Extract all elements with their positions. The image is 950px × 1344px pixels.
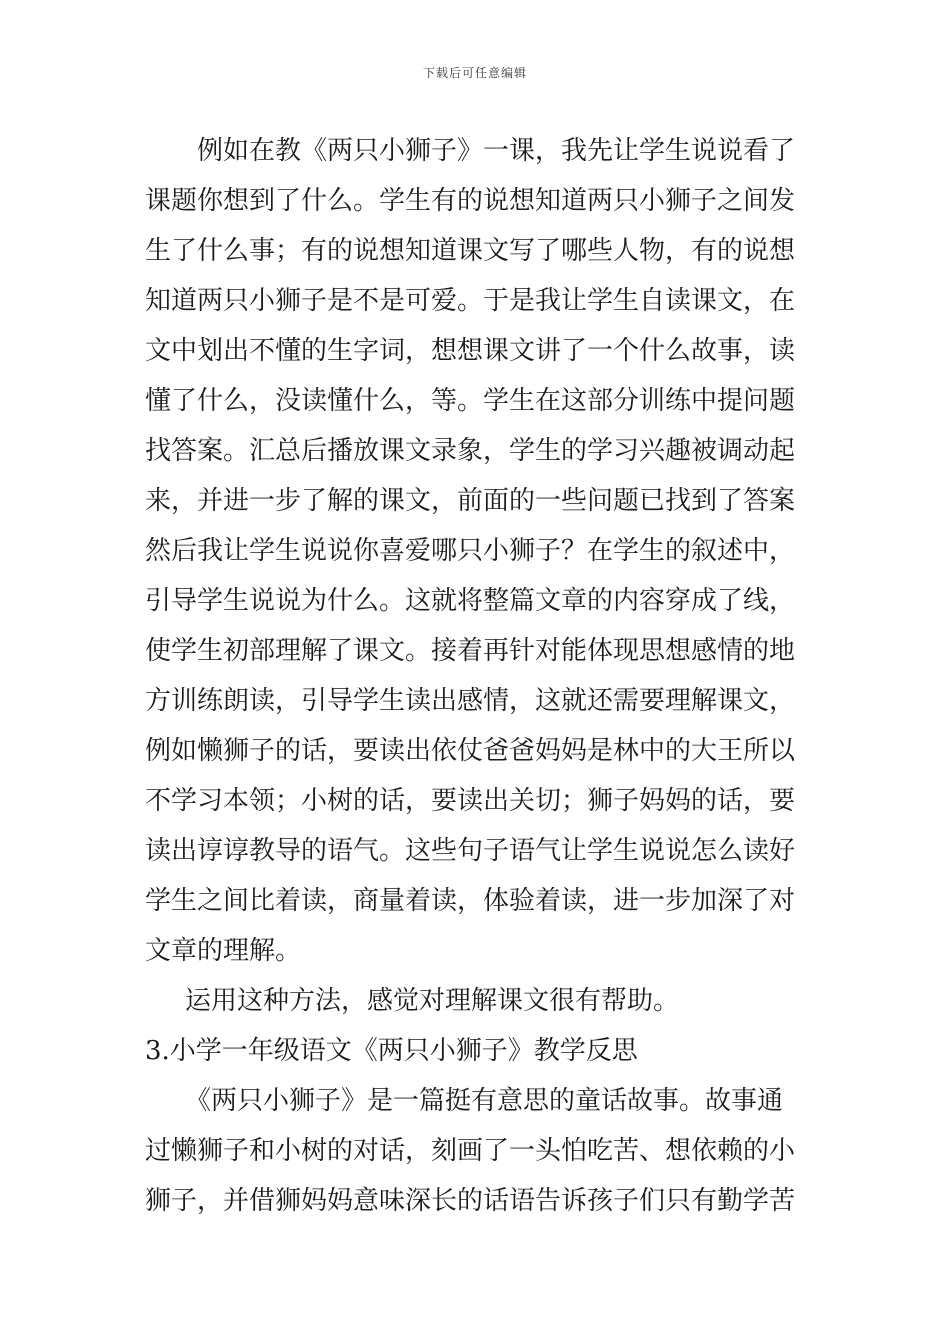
paragraph-line: 运用这种方法，感觉对理解课文很有帮助。 <box>185 986 680 1016</box>
paragraph-line: 然后我让学生说说你喜爱哪只小狮子？在学生的叙述中， <box>145 536 796 566</box>
paragraph-line: 文章的理解。 <box>145 936 302 966</box>
paragraph-line: 方训练朗读，引导学生读出感情，这就还需要理解课文， <box>145 686 796 716</box>
section-heading: 3.小学一年级语文《两只小狮子》教学反思 <box>145 1036 638 1066</box>
paragraph-line: 不学习本领；小树的话，要读出关切；狮子妈妈的话，要 <box>145 786 796 816</box>
paragraph-line: 狮子，并借狮妈妈意味深长的话语告诉孩子们只有勤学苦 <box>145 1186 796 1216</box>
page-header-note: 下载后可任意编辑 <box>422 66 527 80</box>
paragraph-line: 引导学生说说为什么。这就将整篇文章的内容穿成了线， <box>145 586 796 616</box>
paragraph-line: 《两只小狮子》是一篇挺有意思的童话故事。故事通 <box>185 1086 784 1116</box>
paragraph-line: 生了什么事；有的说想知道课文写了哪些人物，有的说想 <box>145 236 796 266</box>
paragraph-line: 来，并进一步了解的课文，前面的一些问题已找到了答案 <box>145 486 796 516</box>
paragraph-line: 过懒狮子和小树的对话，刻画了一头怕吃苦、想依赖的小 <box>145 1136 796 1166</box>
paragraph-line: 例如在教《两只小狮子》一课，我先让学生说说看了 <box>197 136 796 166</box>
paragraph-line: 读出谆谆教导的语气。这些句子语气让学生说说怎么读好 <box>145 836 796 866</box>
paragraph-line: 懂了什么，没读懂什么，等。学生在这部分训练中提问题 <box>145 386 796 416</box>
paragraph-line: 学生之间比着读，商量着读，体验着读，进一步加深了对 <box>145 886 796 916</box>
body-text <box>145 126 810 1226</box>
paragraph-line: 例如懒狮子的话，要读出依仗爸爸妈妈是林中的大王所以 <box>145 736 796 766</box>
paragraph-line: 使学生初部理解了课文。接着再针对能体现思想感情的地 <box>145 636 796 666</box>
paragraph-line: 知道两只小狮子是不是可爱。于是我让学生自读课文，在 <box>145 286 796 316</box>
paragraph-line: 文中划出不懂的生字词，想想课文讲了一个什么故事，读 <box>145 336 796 366</box>
paragraph-line: 找答案。汇总后播放课文录象，学生的学习兴趣被调动起 <box>145 436 796 466</box>
paragraph-line: 课题你想到了什么。学生有的说想知道两只小狮子之间发 <box>145 186 796 216</box>
